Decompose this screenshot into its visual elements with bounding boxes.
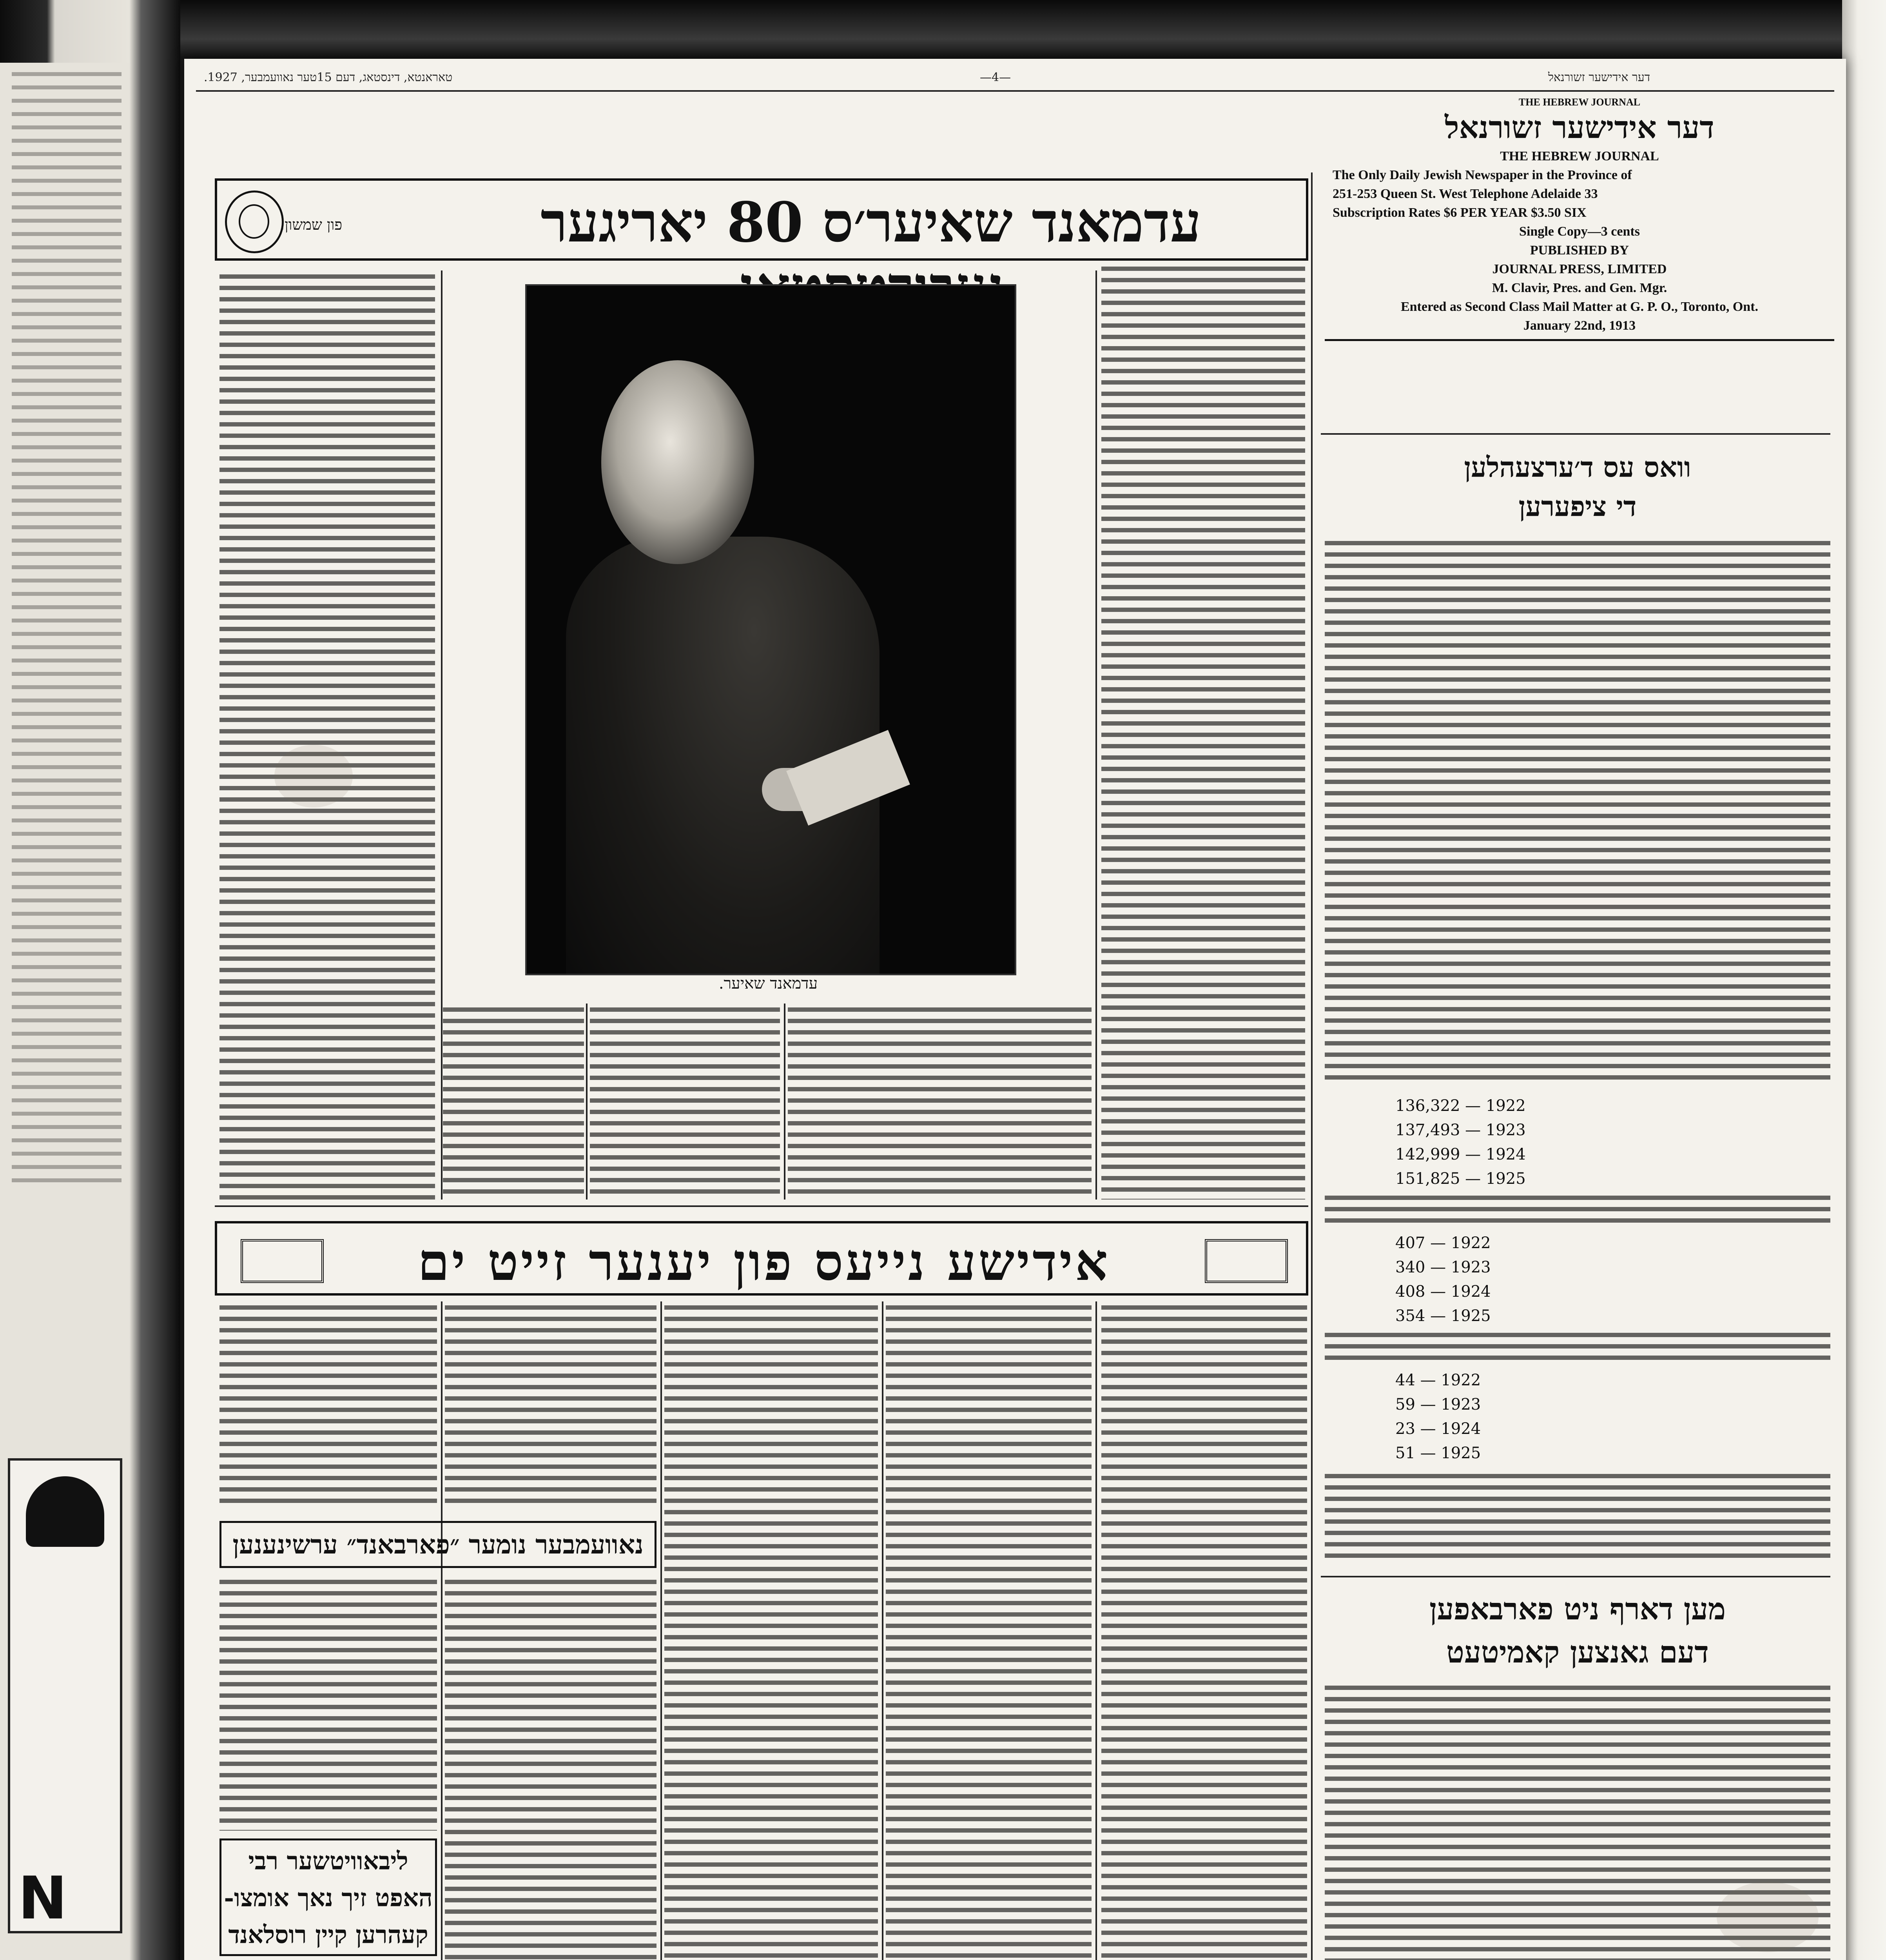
column-rule (586, 1004, 588, 1200)
main-article-banner (215, 178, 1308, 261)
news-column (664, 1305, 878, 1960)
digits-headline-line-1: וואס עס ד׳ערצעהלען (1464, 451, 1691, 483)
news-column (219, 1305, 437, 1509)
ad-letter: N (18, 1864, 67, 1933)
film-top-edge (0, 0, 1886, 59)
stat-value: 59 (1395, 1396, 1415, 1414)
masthead-line: 251-253 Queen St. West Telephone Adelaide 33 (1333, 187, 1598, 201)
committee-headline-line-1: מען דארף ניט פארבאפען (1429, 1592, 1726, 1626)
stat-year: 1925 (1441, 1444, 1481, 1462)
column-rule (784, 1004, 785, 1200)
masthead-subtitle: THE HEBREW JOURNAL (1518, 96, 1641, 108)
stat-value: 44 (1395, 1371, 1415, 1389)
section-rule (1321, 1576, 1830, 1577)
running-head-date: טאראנטא, דינסטאג, דעם 15טער נאוועמבער, 1927. (204, 71, 453, 84)
stat-year: 1922 (1451, 1234, 1491, 1252)
ornament-icon (241, 1239, 324, 1283)
stats-table-2: 407 — 1922 340 — 1923 408 — 1924 354 — 1925 (1395, 1234, 1491, 1325)
masthead-line: Entered as Second Class Mail Matter at G. P. O., Toronto, Ont. (1400, 299, 1759, 314)
article-column (443, 1007, 584, 1196)
stat-year: 1924 (1441, 1420, 1481, 1438)
film-right-edge (1842, 0, 1886, 1960)
lubavitcher-line: האפט זיך נאך אומצו- (224, 1884, 433, 1912)
column-rule (1311, 172, 1313, 1960)
stat-year: 1922 (1485, 1097, 1526, 1115)
article-column (1101, 267, 1305, 1200)
article-column (219, 274, 435, 1200)
column-rule (1095, 1301, 1097, 1960)
stat-value: 142,999 (1395, 1145, 1460, 1163)
stat-value: 408 (1395, 1283, 1425, 1301)
jewish-news-banner (215, 1221, 1308, 1296)
stats-table-1: 136,322 — 1922 137,493 — 1923 142,999 — 1924 151,825 — 1925 (1395, 1097, 1526, 1188)
section-headline: אידישע נייעס פון יענער זייט ים (417, 1232, 1110, 1292)
article-column (788, 1007, 1092, 1196)
news-column (445, 1580, 656, 1960)
news-column (886, 1305, 1092, 1960)
photo-caption: עדמאנד שאיער. (718, 975, 818, 993)
stat-year: 1923 (1441, 1396, 1481, 1414)
stat-value: 407 (1395, 1234, 1425, 1252)
masthead-line: The Only Daily Jewish Newspaper in the Province of (1333, 168, 1632, 182)
masthead-line: M. Clavir, Pres. and Gen. Mgr. (1492, 281, 1667, 295)
stat-year: 1922 (1441, 1371, 1481, 1389)
stat-value: 51 (1395, 1444, 1415, 1462)
right-article-column (1325, 1196, 1830, 1227)
committee-headline-line-2: דעם גאנצען קאמיטעט (1446, 1635, 1709, 1670)
header-rule (196, 90, 1834, 92)
digits-headline-line-2: די ציפערען (1518, 490, 1637, 523)
stat-value: 136,322 (1395, 1097, 1460, 1115)
stat-year: 1925 (1451, 1307, 1491, 1325)
column-rule (441, 1301, 442, 1960)
page-number: —4— (980, 71, 1011, 84)
column-rule (660, 1301, 662, 1960)
article-column (590, 1007, 780, 1196)
right-article-column (1325, 1333, 1830, 1364)
november-issue-headline: נאוועמבער נומער ״פארבאנד״ ערשינענען (219, 1521, 656, 1568)
right-article-column (1325, 1474, 1830, 1564)
byline: פון שמשון. (280, 216, 343, 233)
stat-value: 340 (1395, 1258, 1425, 1276)
news-column (1101, 1305, 1307, 1960)
stat-value: 354 (1395, 1307, 1425, 1325)
hat-illustration (26, 1476, 104, 1547)
masthead-title: דער אידישער זשורנאל (1445, 110, 1714, 145)
stat-year: 1924 (1451, 1283, 1491, 1301)
adjacent-page-ad (8, 1458, 122, 1933)
masthead-line: Single Copy—3 cents (1519, 224, 1640, 239)
section-rule (215, 1205, 1308, 1207)
masthead-line: PUBLISHED BY (1530, 243, 1629, 258)
masthead (1325, 94, 1834, 439)
adjacent-page-strip (0, 63, 129, 1960)
stat-value: 23 (1395, 1420, 1415, 1438)
lubavitcher-line: ליבאוויטשער רבי (248, 1847, 408, 1875)
masthead-line: January 22nd, 1913 (1523, 318, 1636, 333)
stat-year: 1923 (1485, 1121, 1526, 1139)
masthead-line: JOURNAL PRESS, LIMITED (1492, 262, 1667, 276)
news-column (445, 1305, 656, 1509)
news-column (219, 1580, 437, 1831)
stat-year: 1924 (1485, 1145, 1526, 1163)
ornament-icon (225, 191, 284, 253)
stat-value: 137,493 (1395, 1121, 1460, 1139)
running-head-paper: דער אידישער זשורנאל (1548, 71, 1650, 84)
lubavitcher-headline (219, 1838, 437, 1956)
stats-table-3: 44 — 1922 59 — 1923 23 — 1924 51 — 1925 (1395, 1371, 1481, 1462)
lubavitcher-line: קעהרען קיין רוסלאנד (228, 1920, 428, 1949)
stat-year: 1925 (1485, 1170, 1526, 1188)
section-rule (1321, 433, 1830, 435)
column-rule (1095, 270, 1097, 1200)
masthead-line: THE HEBREW JOURNAL (1500, 149, 1659, 163)
right-article-column (1325, 541, 1830, 1082)
masthead-line: Subscription Rates $6 PER YEAR $3.50 SIX (1333, 205, 1587, 220)
column-rule (882, 1301, 883, 1960)
portrait-photo (525, 284, 1016, 975)
main-headline: עדמאנד שאיער׳ס 80 יאריגער (540, 191, 1201, 255)
stat-year: 1923 (1451, 1258, 1491, 1276)
ornament-icon (1205, 1239, 1288, 1283)
stat-value: 151,825 (1395, 1170, 1460, 1188)
column-rule (441, 270, 442, 1200)
